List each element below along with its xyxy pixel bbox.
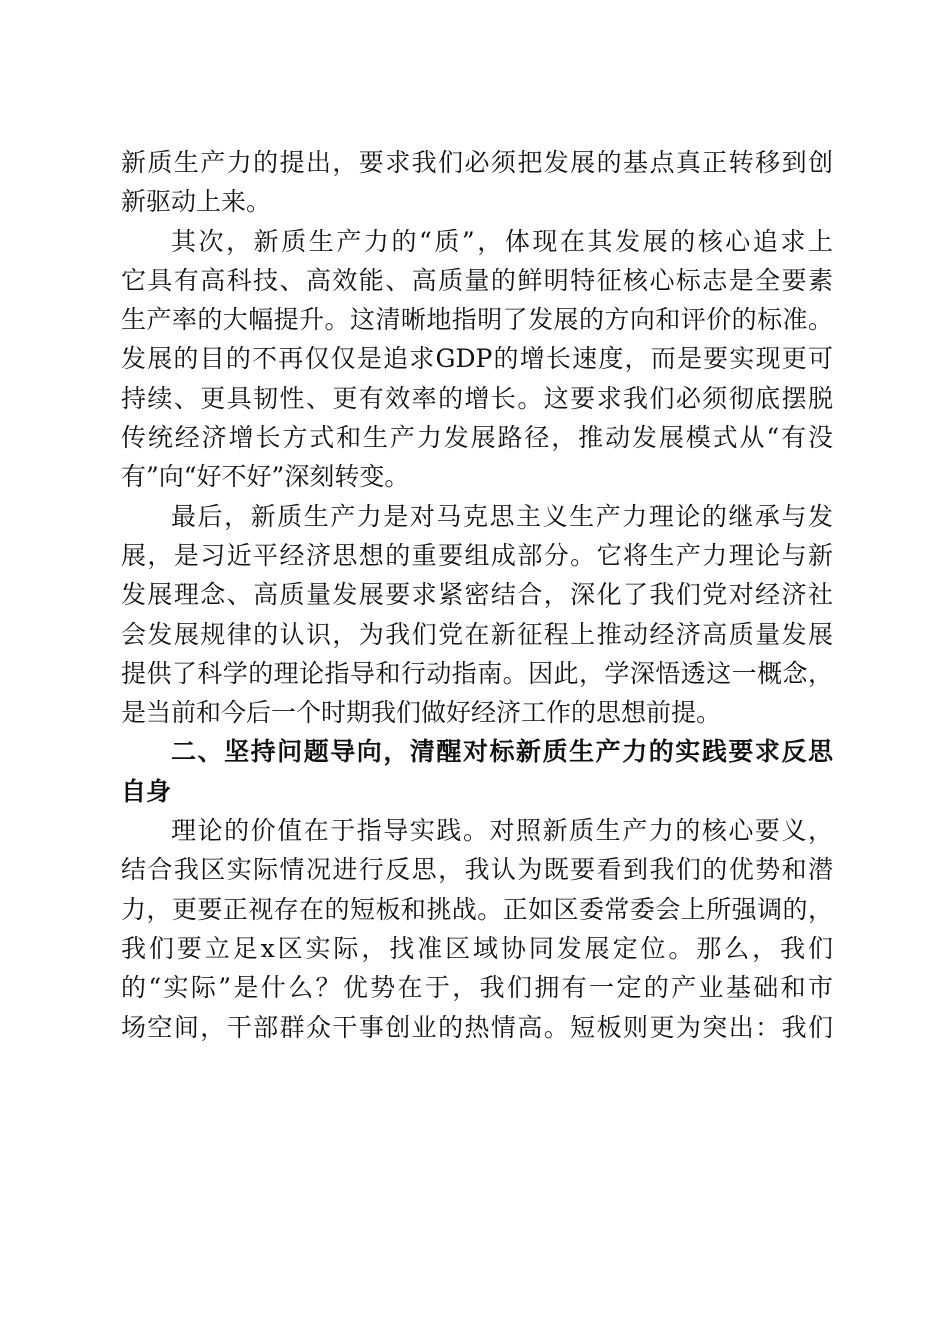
text-line: 新驱动上来。: [121, 187, 272, 217]
text-line: 力，更要正视存在的短板和挑战。正如区委常委会上所强调的，: [121, 894, 833, 924]
heading-line: 自身: [121, 776, 172, 806]
text-line: 理论的价值在于指导实践。对照新质生产力的核心要义，: [171, 816, 833, 846]
paragraph-4: [121, 811, 833, 1047]
text-line: 有”向“好不好”深刻转变。: [121, 462, 410, 492]
heading-line: 二、坚持问题导向，清醒对标新质生产力的实践要求反思: [171, 737, 833, 767]
text-line: 是当前和今后一个时期我们做好经济工作的思想前提。: [121, 698, 722, 728]
text-line: 传统经济增长方式和生产力发展路径，推动发展模式从“有没: [121, 423, 833, 453]
text-line: 发展理念、高质量发展要求紧密结合，深化了我们党对经济社: [121, 580, 833, 610]
section-heading: [121, 732, 833, 811]
text-line: 提供了科学的理论指导和行动指南。因此，学深悟透这一概念，: [121, 658, 833, 688]
text-line: 持续、更具韧性、更有效率的增长。这要求我们必须彻底摆脱: [121, 383, 833, 413]
text-line: 我们要立足x区实际，找准区域协同发展定位。那么，我们: [121, 933, 833, 963]
document-body: [121, 143, 833, 1047]
text-line: 发展的目的不再仅仅是追求GDP的增长速度，而是要实现更可: [121, 344, 833, 374]
text-line: 场空间，干部群众干事创业的热情高。短板则更为突出：我们: [121, 1012, 833, 1042]
text-line: 结合我区实际情况进行反思，我认为既要看到我们的优势和潜: [121, 855, 833, 885]
text-line: 新质生产力的提出，要求我们必须把发展的基点真正转移到创: [121, 148, 833, 177]
paragraph-1: [121, 143, 833, 222]
text-line: 展，是习近平经济思想的重要组成部分。它将生产力理论与新: [121, 540, 833, 570]
text-line: 会发展规律的认识，为我们党在新征程上推动经济高质量发展: [121, 619, 833, 649]
text-line: 最后，新质生产力是对马克思主义生产力理论的继承与发: [171, 501, 833, 531]
paragraph-3: [121, 497, 833, 733]
paragraph-2: [121, 222, 833, 497]
text-line: 其次，新质生产力的“质”，体现在其发展的核心追求上: [171, 226, 833, 256]
text-line: 的“实际”是什么？优势在于，我们拥有一定的产业基础和市: [121, 973, 833, 1003]
text-line: 生产率的大幅提升。这清晰地指明了发展的方向和评价的标准。: [121, 305, 833, 335]
text-line: 它具有高科技、高效能、高质量的鲜明特征核心标志是全要素: [121, 265, 833, 295]
